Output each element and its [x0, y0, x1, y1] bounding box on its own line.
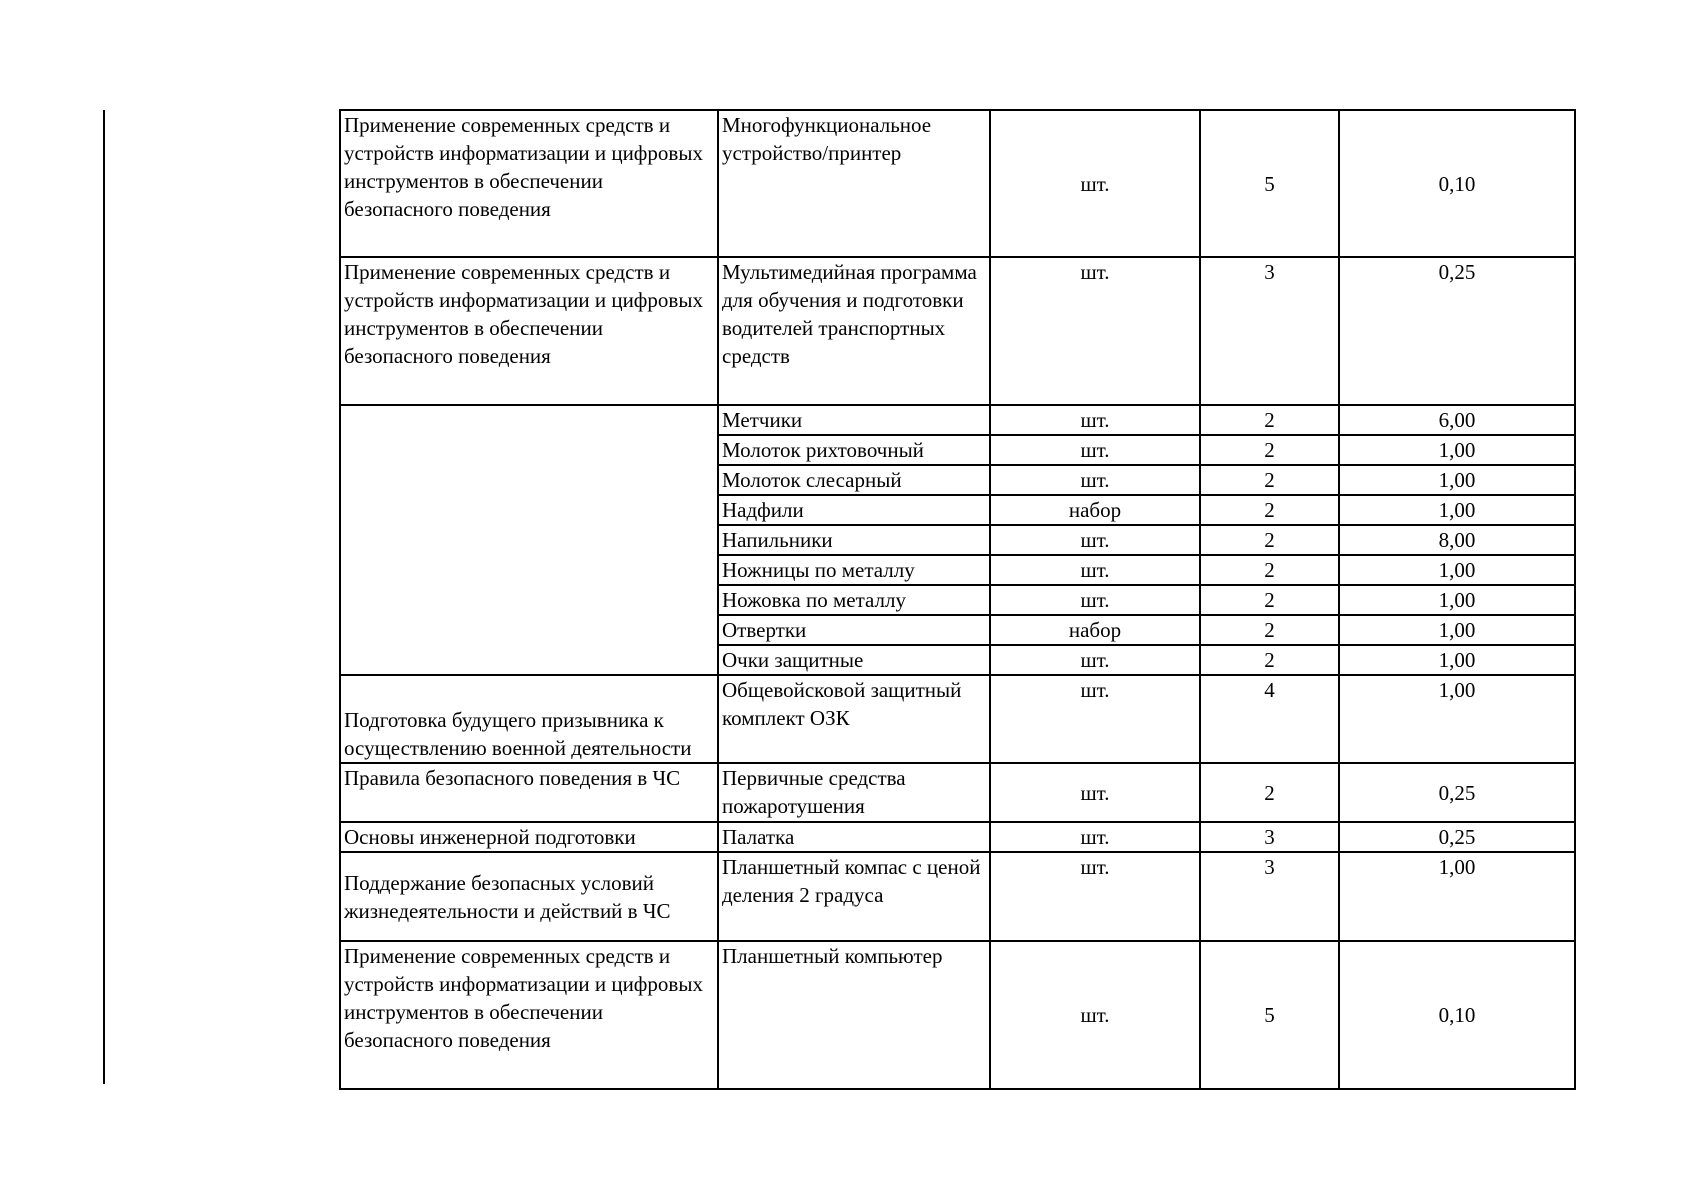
table-row	[340, 763, 1575, 822]
unit-cell: набор	[990, 495, 1200, 525]
item-name-cell: Палатка	[718, 822, 990, 852]
table-row	[340, 822, 1575, 852]
norm-cell: 1,00	[1339, 465, 1575, 495]
item-name-cell: Молоток слесарный	[718, 465, 990, 495]
quantity-cell: 2	[1200, 763, 1339, 822]
item-name-cell: Напильники	[718, 525, 990, 555]
quantity-cell: 2	[1200, 525, 1339, 555]
quantity-cell: 4	[1200, 675, 1339, 763]
unit-cell: шт.	[990, 405, 1200, 435]
unit-cell: шт.	[990, 435, 1200, 465]
topic-cell: Поддержание безопасных условий жизнедеятельности и действий в ЧС	[340, 852, 718, 941]
quantity-cell: 2	[1200, 645, 1339, 675]
item-name-cell: Очки защитные	[718, 645, 990, 675]
margin-line	[103, 110, 105, 1084]
item-name-cell: Отвертки	[718, 615, 990, 645]
quantity-cell: 3	[1200, 257, 1339, 405]
norm-cell: 0,10	[1339, 941, 1575, 1089]
equipment-table	[339, 109, 1576, 1090]
unit-cell: шт.	[990, 257, 1200, 405]
unit-cell: шт.	[990, 675, 1200, 763]
quantity-cell: 5	[1200, 941, 1339, 1089]
quantity-cell: 5	[1200, 110, 1339, 257]
quantity-cell: 2	[1200, 615, 1339, 645]
topic-cell: Применение современных средств и устройств информатизации и цифровых инструментов в обеспечении безопасного поведения	[340, 110, 718, 257]
norm-cell: 0,25	[1339, 257, 1575, 405]
quantity-cell: 3	[1200, 822, 1339, 852]
quantity-cell: 3	[1200, 852, 1339, 941]
item-name-cell: Многофункциональное устройство/принтер	[718, 110, 990, 257]
norm-cell: 6,00	[1339, 405, 1575, 435]
unit-cell: набор	[990, 615, 1200, 645]
norm-cell: 1,00	[1339, 555, 1575, 585]
norm-cell: 8,00	[1339, 525, 1575, 555]
item-name-cell: Надфили	[718, 495, 990, 525]
table-row	[340, 257, 1575, 405]
norm-cell: 1,00	[1339, 615, 1575, 645]
unit-cell: шт.	[990, 110, 1200, 257]
item-name-cell: Планшетный компас с ценой деления 2 градуса	[718, 852, 990, 941]
topic-cell-empty	[340, 405, 718, 675]
topic-cell: Основы инженерной подготовки	[340, 822, 718, 852]
norm-cell: 1,00	[1339, 435, 1575, 465]
unit-cell: шт.	[990, 852, 1200, 941]
unit-cell: шт.	[990, 465, 1200, 495]
quantity-cell: 2	[1200, 465, 1339, 495]
item-name-cell: Ножовка по металлу	[718, 585, 990, 615]
norm-cell: 0,25	[1339, 763, 1575, 822]
unit-cell: шт.	[990, 585, 1200, 615]
topic-cell: Применение современных средств и устройств информатизации и цифровых инструментов в обеспечении безопасного поведения	[340, 941, 718, 1089]
item-name-cell: Планшетный компьютер	[718, 941, 990, 1089]
quantity-cell: 2	[1200, 495, 1339, 525]
quantity-cell: 2	[1200, 585, 1339, 615]
unit-cell: шт.	[990, 822, 1200, 852]
table-row	[340, 110, 1575, 257]
item-name-cell: Ножницы по металлу	[718, 555, 990, 585]
norm-cell: 1,00	[1339, 852, 1575, 941]
norm-cell: 0,25	[1339, 822, 1575, 852]
topic-cell: Подготовка будущего призывника к осуществлению военной деятельности	[340, 675, 718, 763]
unit-cell: шт.	[990, 941, 1200, 1089]
topic-cell: Правила безопасного поведения в ЧС	[340, 763, 718, 822]
norm-cell: 1,00	[1339, 675, 1575, 763]
norm-cell: 1,00	[1339, 645, 1575, 675]
quantity-cell: 2	[1200, 555, 1339, 585]
item-name-cell: Метчики	[718, 405, 990, 435]
norm-cell: 1,00	[1339, 495, 1575, 525]
unit-cell: шт.	[990, 555, 1200, 585]
item-name-cell: Общевойсковой защитный комплект ОЗК	[718, 675, 990, 763]
norm-cell: 1,00	[1339, 585, 1575, 615]
quantity-cell: 2	[1200, 405, 1339, 435]
topic-cell: Применение современных средств и устройств информатизации и цифровых инструментов в обеспечении безопасного поведения	[340, 257, 718, 405]
table-row	[340, 852, 1575, 941]
quantity-cell: 2	[1200, 435, 1339, 465]
table-row	[340, 941, 1575, 1089]
table-row	[340, 675, 1575, 763]
item-name-cell: Первичные средства пожаротушения	[718, 763, 990, 822]
norm-cell: 0,10	[1339, 110, 1575, 257]
item-name-cell: Молоток рихтовочный	[718, 435, 990, 465]
item-name-cell: Мультимедийная программа для обучения и подготовки водителей транспортных средств	[718, 257, 990, 405]
unit-cell: шт.	[990, 645, 1200, 675]
table-row	[340, 405, 1575, 435]
unit-cell: шт.	[990, 525, 1200, 555]
unit-cell: шт.	[990, 763, 1200, 822]
